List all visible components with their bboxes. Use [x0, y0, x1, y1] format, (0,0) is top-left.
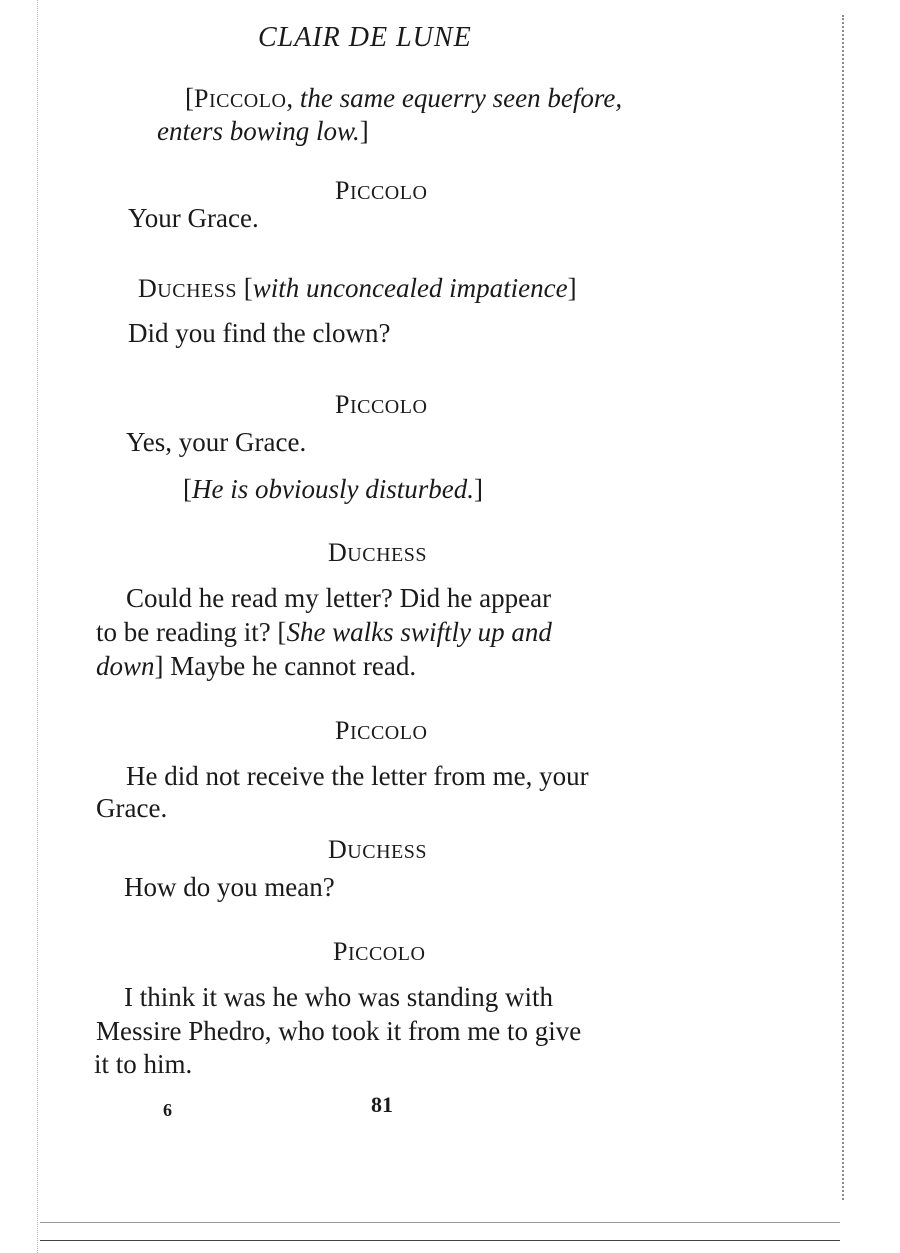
running-head: CLAIR DE LUNE	[258, 22, 472, 53]
dialogue-line: Did you find the clown?	[128, 318, 391, 348]
left-page-edge	[37, 0, 38, 1253]
dialogue-line: to be reading it? [She walks swiftly up and	[96, 617, 552, 647]
stage-direction-line: [PICCOLO, the same equerry seen before,	[185, 83, 623, 113]
speaker-name: DUCHESS	[328, 538, 427, 567]
dialogue-line: He did not receive the letter from me, your	[126, 761, 589, 791]
bottom-page-edge	[40, 1222, 840, 1223]
dialogue-line: Grace.	[96, 793, 168, 823]
dialogue-line: Your Grace.	[128, 203, 259, 233]
speaker-name: PICCOLO	[335, 716, 428, 745]
dialogue-line: Yes, your Grace.	[126, 427, 307, 457]
stage-direction-line: [He is obviously disturbed.]	[183, 474, 483, 504]
dialogue-line: Messire Phedro, who took it from me to give	[96, 1016, 582, 1046]
right-page-edge	[842, 15, 844, 1200]
speaker-with-direction: DUCHESS [with unconcealed impatience]	[138, 273, 577, 303]
speaker-name: PICCOLO	[335, 176, 428, 205]
stage-direction-line: enters bowing low.]	[157, 116, 369, 146]
speaker-name: PICCOLO	[333, 937, 426, 966]
dialogue-line: I think it was he who was standing with	[124, 982, 553, 1012]
signature-mark: 6	[163, 1100, 172, 1120]
dialogue-line: How do you mean?	[124, 872, 335, 902]
dialogue-line: it to him.	[94, 1049, 193, 1079]
speaker-name: DUCHESS	[328, 835, 427, 864]
speaker-name: PICCOLO	[335, 390, 428, 419]
dialogue-line: Could he read my letter? Did he appear	[126, 583, 552, 613]
bottom-page-edge-dark	[40, 1240, 840, 1241]
page-number: 81	[371, 1092, 393, 1117]
dialogue-line: down] Maybe he cannot read.	[96, 651, 417, 681]
